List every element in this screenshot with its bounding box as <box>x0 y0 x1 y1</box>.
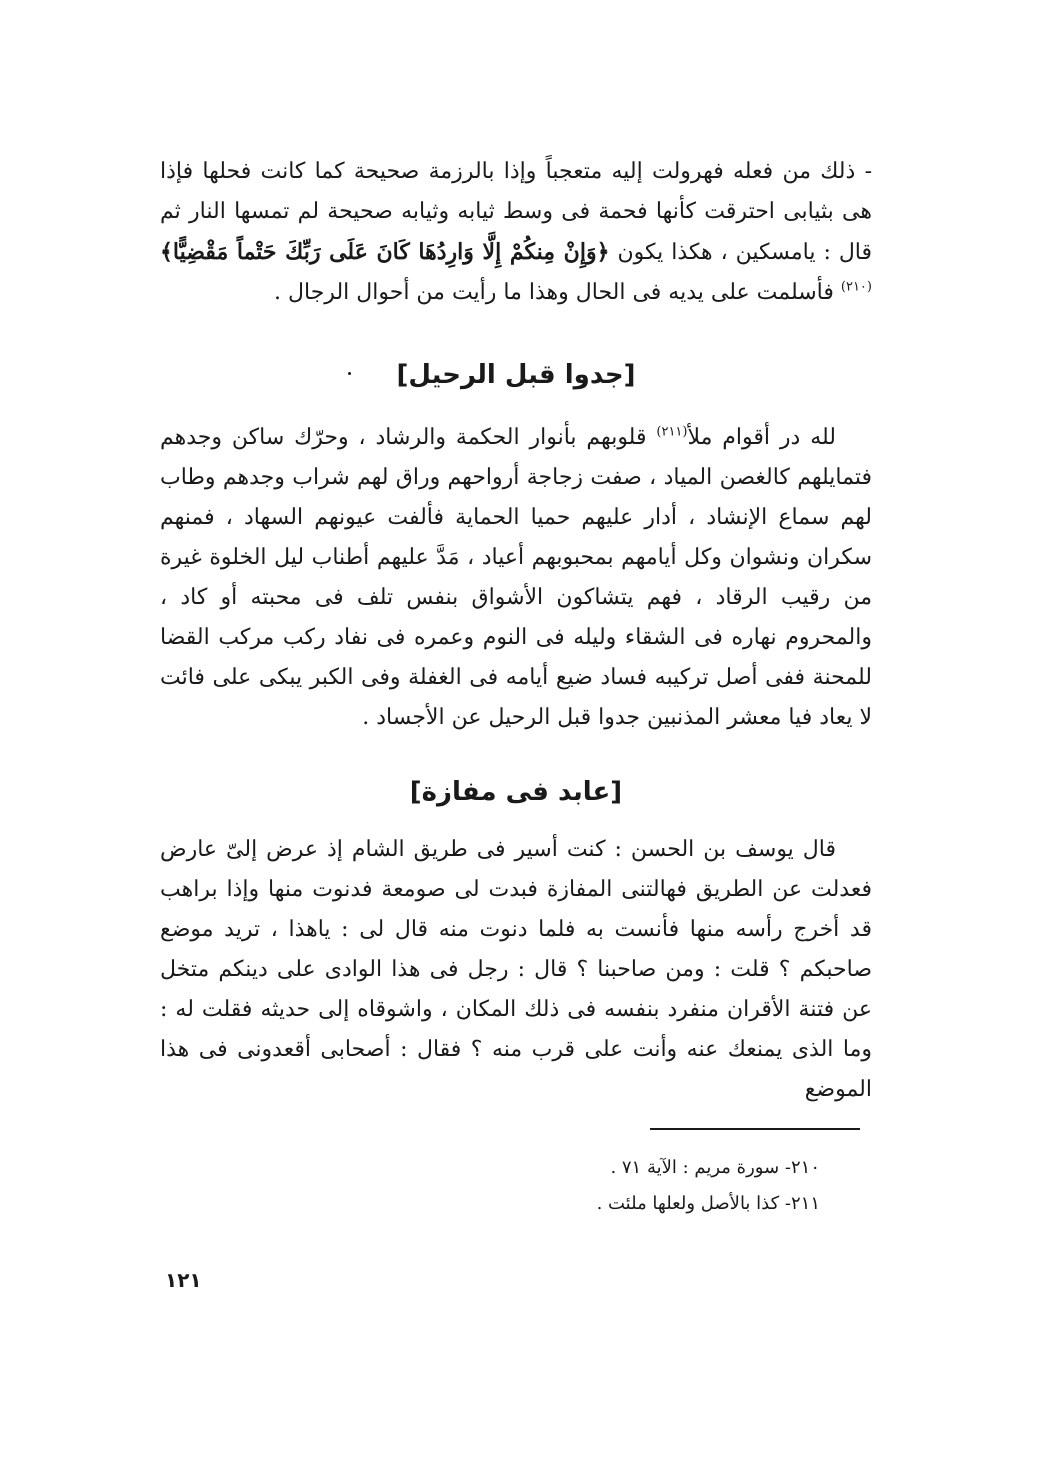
intro-closing: فأسلمت على يديه فى الحال وهذا ما رأيت من أحوال الرجال . <box>274 280 834 305</box>
footnote-211: ٢١١- كذا بالأصل ولعلها ملئت . <box>596 1193 820 1214</box>
footnote-ref-210: (٢١٠) <box>840 279 872 295</box>
section-heading-depart: [جدوا قبل الرحيل] <box>396 360 636 390</box>
section1-lead: لله در أقوام ملأ <box>687 425 837 450</box>
section-heading-worshipper: [عابد فى مفازة] <box>409 777 623 807</box>
section2-body: قال يوسف بن الحسن : كنت أسير فى طريق الشام إذ عرض إلىّ عارض فعدلت عن الطريق فهالتنى المفازة فبدت لى صومعة فدنوت منها وإذا براهب قد أخرج رأسه منها فأنست به فلما دنوت منه قال لى : ياهذا ، تريد موضع صاحبكم ؟ قلت : ومن صاحبنا ؟ قال : رجل فى هذا الوادى على دينكم متخل عن فتنة الأقران منفرد بنفسه فى ذلك المكان ، واشوقاه إلى حديثه فقلت له : وما الذى يمنعك عنه وأنت على قرب منه ؟ فقال : أصحابى أقعدونى فى هذا الموضع <box>160 837 872 1102</box>
intro-paragraph <box>160 152 872 313</box>
intro-line-1: - ذلك من فعله فهرولت إليه متعجباً وإذا بالرزمة صحيحة كما كانت فحلها فإذا هى <box>160 159 872 224</box>
intro-line-2: بثيابى احترقت كأنها فحمة فى وسط ثيابه وثيابه صحيحة لم تمسها النار ثم قال : <box>160 199 873 265</box>
footnotes <box>300 1150 820 1222</box>
intro-line-3: يامسكين ، هكذا يكون <box>617 240 816 265</box>
footnote-ref-211: (٢١١) <box>656 424 688 440</box>
footnote-divider <box>650 1128 860 1130</box>
page-number: ١٢١ <box>165 1268 202 1292</box>
section2-paragraph <box>160 830 872 1110</box>
section1-body: قلوبهم بأنوار الحكمة والرشاد ، وحرّك ساكن وجدهم فتمايلهم كالغصن المياد ، صفت زجاجة أرواحهم وراق لهم شراب وجدهم وطاب لهم سماع الإنشاد ، أدار عليهم حميا الحماية فألفت عيونهم السهاد ، فمنهم سكران ونشوان وكل أيامهم بمحبوبهم أعياد ، مَدَّ عليهم أطناب ليل الخلوة غيرة من رقيب الرقاد ، فهم يتشاكون الأشواق بنفس تلف فى محبته أو كاد ، والمحروم نهاره فى الشقاء وليله فى النوم وعمره فى نفاد ركب مركب القضا للمحنة ففى أصل تركيبه فساد ضيع أيامه فى الغفلة وفى الكبر يبكى على فائت لا يعاد فيا معشر المذنبين جدوا قبل الرحيل عن الأجساد . <box>160 425 872 730</box>
section1-paragraph <box>160 418 872 738</box>
footnote-210: ٢١٠- سورة مريم : الآية ٧١ . <box>610 1157 820 1178</box>
quran-verse: ﴿وَإِنْ مِنكُمْ إِلَّا وَارِدُهَا كَانَ عَلَى رَبِّكَ حَتْماً مَقْضِيًّا﴾ <box>160 239 610 265</box>
